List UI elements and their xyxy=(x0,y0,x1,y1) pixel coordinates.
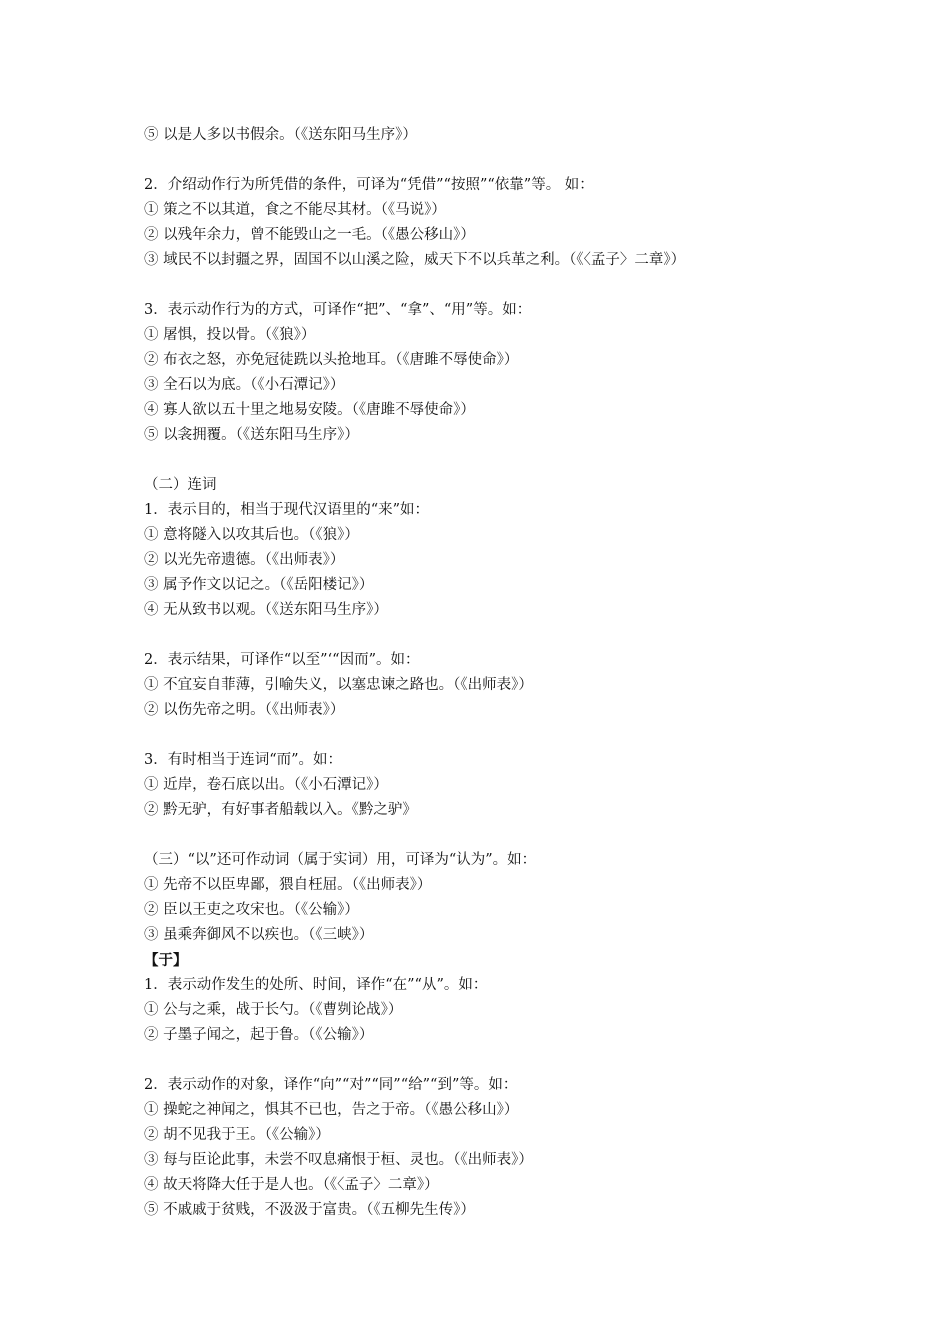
text-line: ② 胡不见我于王。（《公输》） xyxy=(144,1127,330,1143)
paragraph-gap xyxy=(144,623,864,648)
paragraph-gap xyxy=(144,823,864,848)
paragraph-gap xyxy=(144,448,864,473)
text-line: ① 近岸，卷石底以出。（《小石潭记》） xyxy=(144,777,388,793)
text-line: （三）“以”还可作动词（属于实词）用，可译为“认为”。如： xyxy=(144,852,537,868)
text-line: ⑤ 不戚戚于贫贱，不汲汲于富贵。（《五柳先生传》） xyxy=(144,1202,475,1218)
text-line: ⑤ 以是人多以书假余。（《送东阳马生序》） xyxy=(144,127,417,143)
text-line: ② 子墨子闻之，起于鲁。（《公输》） xyxy=(144,1027,374,1043)
text-line: ② 以光先帝遗德。（《出师表》） xyxy=(144,552,345,568)
text-line: ② 布衣之怒，亦免冠徒跣以头抢地耳。（《唐雎不辱使命》） xyxy=(144,352,519,368)
text-line: ② 以残年余力，曾不能毁山之一毛。（《愚公移山》） xyxy=(144,227,475,243)
text-line: ① 策之不以其道，食之不能尽其材。（《马说》） xyxy=(144,202,446,218)
text-line: ③ 属予作文以记之。（《岳阳楼记》） xyxy=(144,577,374,593)
text-line: ① 公与之乘，战于长勺。（《曹刿论战》） xyxy=(144,1002,403,1018)
text-line: 2．表示动作的对象，译作“向”“对”“同”“给”“到”等。如： xyxy=(144,1077,518,1093)
paragraph-gap xyxy=(144,1048,864,1073)
text-line: ① 意将隧入以攻其后也。（《狼》） xyxy=(144,527,359,543)
text-line: 1．表示目的，相当于现代汉语里的“来”如： xyxy=(144,502,430,518)
text-line: 3．表示动作行为的方式，可译作“把”、“拿”、“用”等。如： xyxy=(144,302,532,318)
section-heading: 【于】 xyxy=(144,952,188,969)
text-line: ② 以伤先帝之明。（《出师表》） xyxy=(144,702,345,718)
text-line: ③ 虽乘奔御风不以疾也。（《三峡》） xyxy=(144,927,374,943)
paragraph-gap xyxy=(144,148,864,173)
paragraph-gap xyxy=(144,273,864,298)
text-line: ④ 故天将降大任于是人也。（《〈孟子〉二章》） xyxy=(144,1177,439,1193)
text-line: ① 操蛇之神闻之，惧其不已也，告之于帝。（《愚公移山》） xyxy=(144,1102,519,1118)
text-line: （二）连词 xyxy=(144,477,217,493)
paragraph-gap xyxy=(144,723,864,748)
text-line: ③ 全石以为底。（《小石潭记》） xyxy=(144,377,345,393)
text-line: 3．有时相当于连词“而”。如： xyxy=(144,752,343,768)
text-line: ② 臣以王吏之攻宋也。（《公输》） xyxy=(144,902,359,918)
text-line: 2．介绍动作行为所凭借的条件，可译为“凭借”“按照”“依靠”等。 如： xyxy=(144,177,594,193)
text-line: ③ 域民不以封疆之界，固国不以山溪之险，威天下不以兵革之利。（《〈孟子〉二章》） xyxy=(144,252,686,268)
text-line: ⑤ 以衾拥覆。（《送东阳马生序》） xyxy=(144,427,359,443)
text-line: ① 屠惧，投以骨。（《狼》） xyxy=(144,327,316,343)
text-line: ③ 每与臣论此事，未尝不叹息痛恨于桓、灵也。（《出师表》） xyxy=(144,1152,533,1168)
document-page xyxy=(144,123,864,1223)
text-line: ④ 无从致书以观。（《送东阳马生序》） xyxy=(144,602,388,618)
text-line: ① 不宜妄自菲薄，引喻失义，以塞忠谏之路也。（《出师表》） xyxy=(144,677,533,693)
text-line: 2．表示结果，可译作“以至”‘“因而”。如： xyxy=(144,652,420,668)
text-line: ② 黔无驴，有好事者船载以入。《黔之驴》 xyxy=(144,802,417,818)
text-line: ④ 寡人欲以五十里之地易安陵。（《唐雎不辱使命》） xyxy=(144,402,475,418)
text-line: 1．表示动作发生的处所、时间，译作“在”“从”。如： xyxy=(144,977,488,993)
text-line: ① 先帝不以臣卑鄙，猥自枉屈。（《出师表》） xyxy=(144,877,432,893)
